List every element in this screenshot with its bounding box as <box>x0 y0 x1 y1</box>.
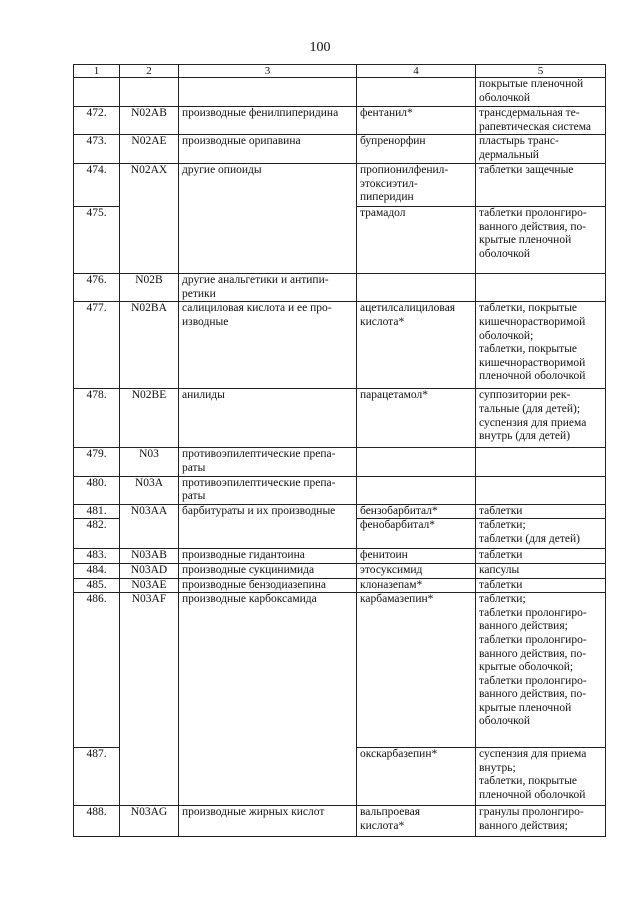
group-name <box>179 578 357 593</box>
dosage-forms <box>476 593 606 748</box>
dosage-forms-line: дермальный <box>479 148 539 161</box>
row-number: 475. <box>74 207 120 274</box>
atc-code: N03AA <box>120 504 179 519</box>
group-name <box>179 164 357 207</box>
dosage-forms-line: таблетки пролонгиро- <box>479 633 587 646</box>
dosage-forms <box>476 135 606 164</box>
row-number: 479. <box>74 448 120 476</box>
drug-name-line: фентанил* <box>360 107 413 119</box>
dosage-forms-line: таблетки <box>479 578 523 591</box>
group-name-line: производные орипавина <box>182 135 301 148</box>
atc-code: N03AF <box>120 593 179 748</box>
row-number <box>74 78 120 107</box>
drug-name <box>357 806 476 837</box>
dosage-forms-line: оболочкой <box>479 91 531 104</box>
table-row <box>74 563 606 578</box>
group-name-line: ретики <box>182 287 216 300</box>
atc-code: N03AB <box>120 549 179 564</box>
dosage-forms-line: пленочной оболочкой <box>479 370 586 383</box>
dosage-forms-line: суппозитории рек- <box>479 389 571 402</box>
drug-name <box>357 135 476 164</box>
group-name-line: производные гидантоина <box>182 549 305 562</box>
dosage-forms-line: таблетки, покрытые <box>479 343 578 356</box>
drug-name-line: парацетамол* <box>360 389 429 402</box>
drug-name <box>357 389 476 448</box>
group-name-line: производные бензодиазепина <box>182 578 327 591</box>
dosage-forms <box>476 107 606 135</box>
atc-code: N03 <box>120 448 179 476</box>
row-number: 478. <box>74 389 120 448</box>
dosage-forms <box>476 476 606 504</box>
drug-name-line: клоназепам* <box>360 578 423 591</box>
table-row <box>74 302 606 389</box>
table-row <box>74 207 606 274</box>
group-name <box>179 549 357 564</box>
dosage-forms-line: суспензия для приема <box>479 416 587 429</box>
dosage-forms-line: гранулы пролонгиро- <box>479 806 584 819</box>
group-name-line: производные фенилпиперидина <box>182 107 339 119</box>
column-header: 1 <box>74 65 120 78</box>
dosage-forms-line: таблетки защечные <box>479 164 574 177</box>
atc-code <box>120 78 179 107</box>
dosage-forms <box>476 389 606 448</box>
drug-name <box>357 549 476 564</box>
drug-name-line: кислота* <box>360 819 405 832</box>
row-number: 473. <box>74 135 120 164</box>
table-row <box>74 107 606 135</box>
row-number: 476. <box>74 274 120 302</box>
row-number: 488. <box>74 806 120 837</box>
drug-name-line: окскарбазепин* <box>360 748 438 761</box>
row-number: 472. <box>74 107 120 135</box>
group-name-line: изводные <box>182 315 229 328</box>
drug-name <box>357 504 476 519</box>
group-name <box>179 563 357 578</box>
drug-name-line: карбамазепин* <box>360 593 434 606</box>
drug-name <box>357 578 476 593</box>
group-name-line: салициловая кислота и ее про- <box>182 302 332 315</box>
dosage-forms-line: суспензия для приема <box>479 748 587 761</box>
dosage-forms-line: капсулы <box>479 563 520 576</box>
dosage-forms <box>476 519 606 549</box>
atc-code: N03A <box>120 476 179 504</box>
dosage-forms-line: таблетки, покрытые <box>479 302 578 315</box>
row-number: 485. <box>74 578 120 593</box>
drug-name-line: бупренорфин <box>360 135 426 148</box>
dosage-forms-line: крытые пленочной <box>479 701 572 714</box>
row-number: 474. <box>74 164 120 207</box>
drug-name <box>357 476 476 504</box>
dosage-forms-line: таблетки пролонгиро- <box>479 606 587 619</box>
drug-name <box>357 274 476 302</box>
dosage-forms <box>476 302 606 389</box>
drug-name <box>357 302 476 389</box>
row-number: 483. <box>74 549 120 564</box>
table-row <box>74 78 606 107</box>
dosage-forms-line: ванного действия; <box>479 620 568 633</box>
group-name <box>179 389 357 448</box>
drug-name-line: вальпроевая <box>360 806 421 819</box>
drug-name <box>357 593 476 748</box>
row-number: 484. <box>74 563 120 578</box>
group-name-line: производные сукцинимида <box>182 563 315 576</box>
dosage-forms-line: оболочкой <box>479 715 531 728</box>
group-name-line: противоэпилептические препа- <box>182 448 336 461</box>
dosage-forms <box>476 549 606 564</box>
column-header: 5 <box>476 65 606 78</box>
group-name <box>179 806 357 837</box>
drug-name <box>357 519 476 549</box>
dosage-forms <box>476 78 606 107</box>
dosage-forms-line: крытые оболочкой; <box>479 661 574 674</box>
column-header: 3 <box>179 65 357 78</box>
dosage-forms <box>476 448 606 476</box>
table-row <box>74 549 606 564</box>
atc-code <box>120 519 179 549</box>
dosage-forms-line: тальные (для детей); <box>479 402 581 415</box>
dosage-forms-line: таблетки <box>479 549 523 562</box>
dosage-forms-line: крытые пленочной <box>479 234 572 247</box>
drug-name <box>357 78 476 107</box>
group-name-line: анилиды <box>182 389 225 402</box>
group-name <box>179 448 357 476</box>
table-row <box>74 135 606 164</box>
dosage-forms <box>476 504 606 519</box>
drug-name-line: кислота* <box>360 315 405 328</box>
atc-code: N03AE <box>120 578 179 593</box>
dosage-forms-line: таблетки; <box>479 593 526 606</box>
group-name-line: противоэпилептические препа- <box>182 476 336 489</box>
dosage-forms-line: ванного действия, по- <box>479 220 587 233</box>
table-row <box>74 274 606 302</box>
atc-code: N02AB <box>120 107 179 135</box>
group-name-line: другие анальгетики и антипи- <box>182 274 329 287</box>
drug-table <box>73 64 606 837</box>
group-name <box>179 476 357 504</box>
drug-name-line: пропионилфенил- <box>360 164 449 177</box>
atc-code: N02AX <box>120 164 179 207</box>
table-row <box>74 806 606 837</box>
row-number: 487. <box>74 748 120 806</box>
dosage-forms-line: внутрь (для детей) <box>479 430 571 443</box>
group-name-line: производные жирных кислот <box>182 806 325 819</box>
dosage-forms-line: внутрь; <box>479 761 516 774</box>
atc-code: N02BA <box>120 302 179 389</box>
atc-code <box>120 207 179 274</box>
dosage-forms-line: рапевтическая система <box>479 120 592 133</box>
dosage-forms-line: оболочкой <box>479 247 531 260</box>
dosage-forms-line: таблетки, покрытые <box>479 775 578 788</box>
group-name-line: раты <box>182 490 206 503</box>
drug-name <box>357 748 476 806</box>
group-name <box>179 135 357 164</box>
dosage-forms <box>476 207 606 274</box>
dosage-forms <box>476 806 606 837</box>
group-name <box>179 519 357 549</box>
dosage-forms-line: покрытые пленочной <box>479 78 584 90</box>
drug-name-line: этосуксимид <box>360 563 423 576</box>
drug-name-line: ацетилсалициловая <box>360 302 456 315</box>
dosage-forms <box>476 748 606 806</box>
group-name-line: раты <box>182 461 206 474</box>
table-row <box>74 448 606 476</box>
dosage-forms-line: ванного действия, по- <box>479 647 587 660</box>
drug-name-line: фенобарбитал* <box>360 519 436 532</box>
table-row <box>74 476 606 504</box>
group-name-line: производные карбоксамида <box>182 593 317 606</box>
table-row <box>74 504 606 519</box>
drug-name <box>357 207 476 274</box>
dosage-forms <box>476 563 606 578</box>
row-number: 480. <box>74 476 120 504</box>
group-name <box>179 207 357 274</box>
drug-name <box>357 448 476 476</box>
group-name-line: барбитураты и их производные <box>182 504 336 517</box>
page-number: 100 <box>309 40 331 55</box>
drug-name-line: фенитоин <box>360 549 408 562</box>
dosage-forms <box>476 164 606 207</box>
row-number: 486. <box>74 593 120 748</box>
atc-code: N03AG <box>120 806 179 837</box>
table-row <box>74 748 606 806</box>
group-name <box>179 107 357 135</box>
dosage-forms-line: пластырь транс- <box>479 135 559 148</box>
dosage-forms-line: трансдермальная те- <box>479 107 580 119</box>
group-name <box>179 593 357 748</box>
table-row <box>74 519 606 549</box>
dosage-forms-line: таблетки <box>479 504 523 517</box>
dosage-forms-line: кишечнорастворимой <box>479 356 586 369</box>
dosage-forms-line: пленочной оболочкой <box>479 788 586 801</box>
dosage-forms-line: кишечнорастворимой <box>479 315 586 328</box>
group-name <box>179 78 357 107</box>
column-header: 4 <box>357 65 476 78</box>
atc-code: N02B <box>120 274 179 302</box>
dosage-forms <box>476 274 606 302</box>
row-number: 477. <box>74 302 120 389</box>
atc-code <box>120 748 179 806</box>
dosage-forms-line: ванного действия; <box>479 819 568 832</box>
dosage-forms-line: оболочкой; <box>479 329 534 342</box>
drug-name-line: этоксиэтил- <box>360 177 418 190</box>
dosage-forms <box>476 578 606 593</box>
drug-name-line: трамадол <box>360 207 406 220</box>
atc-code: N02BE <box>120 389 179 448</box>
drug-name-line: пиперидин <box>360 191 414 204</box>
group-name <box>179 504 357 519</box>
column-header: 2 <box>120 65 179 78</box>
table-row <box>74 164 606 207</box>
atc-code: N03AD <box>120 563 179 578</box>
row-number: 481. <box>74 504 120 519</box>
drug-name <box>357 164 476 207</box>
drug-name-line: бензобарбитал* <box>360 504 438 517</box>
table-row <box>74 593 606 748</box>
row-number: 482. <box>74 519 120 549</box>
table-row <box>74 578 606 593</box>
dosage-forms-line: таблетки пролонгиро- <box>479 207 587 220</box>
table-header-row <box>74 65 606 78</box>
group-name <box>179 748 357 806</box>
table-row <box>74 389 606 448</box>
dosage-forms-line: ванного действия, по- <box>479 688 587 701</box>
group-name <box>179 302 357 389</box>
group-name-line: другие опиоиды <box>182 164 262 177</box>
group-name <box>179 274 357 302</box>
dosage-forms-line: таблетки; <box>479 519 526 532</box>
dosage-forms-line: таблетки пролонгиро- <box>479 674 587 687</box>
drug-name <box>357 563 476 578</box>
drug-name <box>357 107 476 135</box>
atc-code: N02AE <box>120 135 179 164</box>
dosage-forms-line: таблетки (для детей) <box>479 532 580 545</box>
